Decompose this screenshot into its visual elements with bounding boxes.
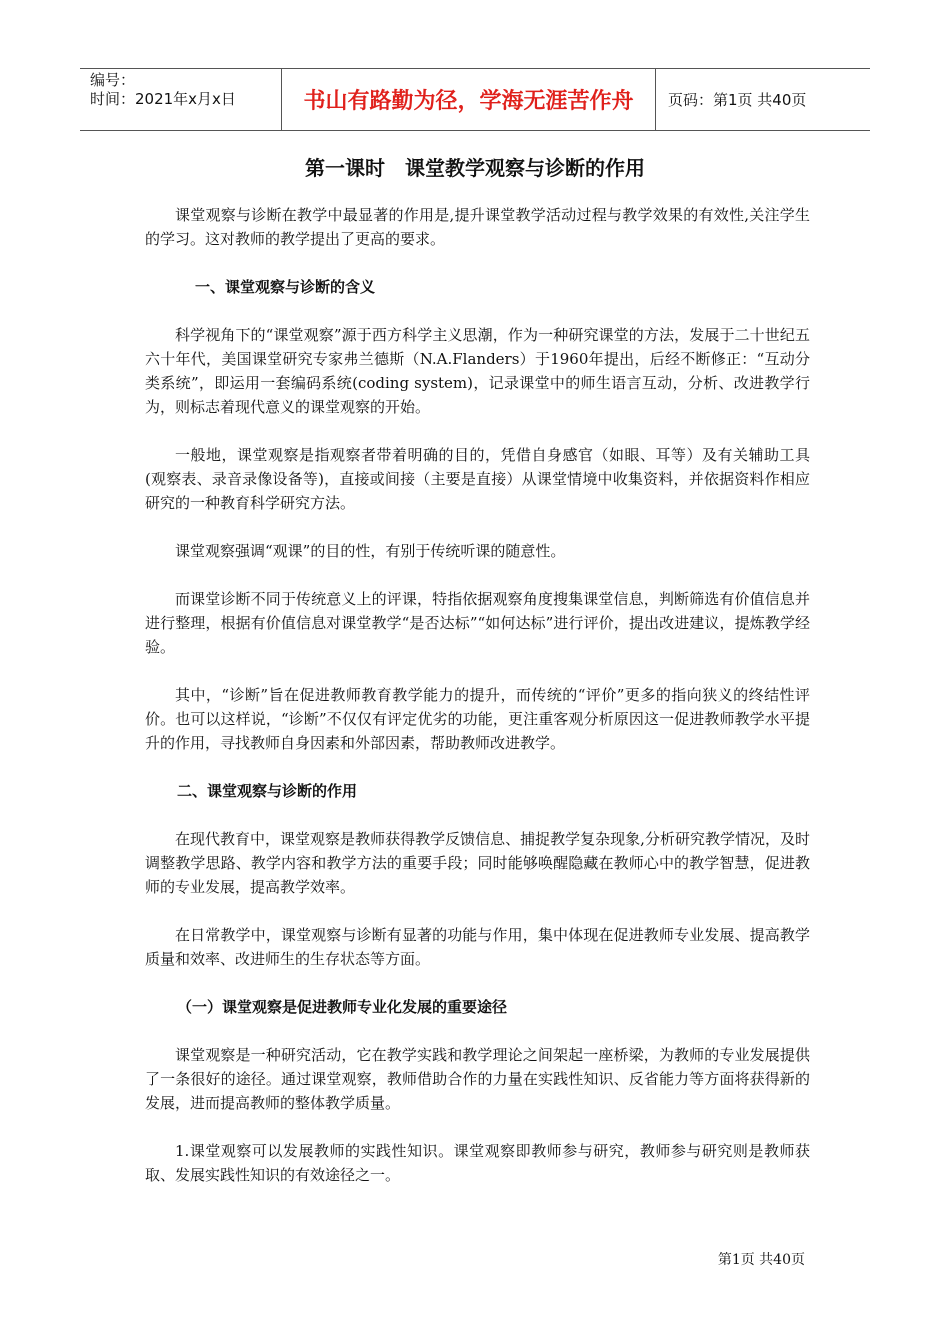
header-meta <box>80 69 282 130</box>
subsection1-heading: （一）课堂观察是促进教师专业化发展的重要途径 <box>177 998 508 1016</box>
section2-heading: 二、课堂观察与诊断的作用 <box>177 782 358 800</box>
section1-paragraph-5: 其中，“诊断”旨在促进教师教育教学能力的提升，而传统的“评价”更多的指向狭义的终结性评价。也可以这样说，“诊断”不仅仅有评定优劣的功能，更注重客观分析原因这一促进教师教学水平提升的作用，寻找教师自身因素和外部因素，帮助教师改进教学。 <box>145 686 810 752</box>
header-page-info: 页码：第1页 共40页 <box>668 91 807 109</box>
section2-paragraph-2: 在日常教学中，课堂观察与诊断有显著的功能与作用，集中体现在促进教师专业发展、提高教学质量和效率、改进师生的生存状态等方面。 <box>145 926 810 968</box>
section1-heading: 一、课堂观察与诊断的含义 <box>195 278 376 296</box>
number-label: 编号： <box>90 71 136 89</box>
page-footer: 第1页 共40页 <box>717 1252 805 1268</box>
header-motto: 书山有路勤为径，学海无涯苦作舟 <box>282 69 656 130</box>
section1-paragraph-2: 一般地，课堂观察是指观察者带着明确的目的，凭借自身感官（如眼、耳等）及有关辅助工具(观察表、录音录像设备等)，直接或间接（主要是直接）从课堂情境中收集资料，并依据资料作相应研究的一种教育科学研究方法。 <box>145 446 810 512</box>
section2-paragraph-1: 在现代教育中，课堂观察是教师获得教学反馈信息、捕捉教学复杂现象,分析研究教学情况，及时调整教学思路、教学内容和教学方法的重要手段；同时能够唤醒隐藏在教师心中的教学智慧，促进教师的专业发展，提高教学效率。 <box>145 830 810 896</box>
subsection1-paragraph-1: 课堂观察是一种研究活动，它在教学实践和教学理论之间架起一座桥梁，为教师的专业发展提供了一条很好的途径。通过课堂观察，教师借助合作的力量在实践性知识、反省能力等方面将获得新的发展，进而提高教师的整体教学质量。 <box>145 1046 810 1112</box>
document-title: 第一课时 课堂教学观察与诊断的作用 <box>305 156 645 180</box>
page-header <box>80 68 870 131</box>
subsection1-paragraph-2: 1.课堂观察可以发展教师的实践性知识。课堂观察即教师参与研究，教师参与研究则是教师获取、发展实践性知识的有效途径之一。 <box>145 1142 810 1184</box>
section1-paragraph-1: 科学视角下的“课堂观察”源于西方科学主义思潮，作为一种研究课堂的方法，发展于二十世纪五六十年代，美国课堂研究专家弗兰德斯（N.A.Flanders）于1960年提出，后经不断修正：“互动分类系统”，即运用一套编码系统(coding system)，记录课堂中的师生语言互动，分析、改进教学行为，则标志着现代意义的课堂观察的开始。 <box>145 326 810 416</box>
section1-paragraph-4: 而课堂诊断不同于传统意义上的评课，特指依据观察角度搜集课堂信息，判断筛选有价值信息并进行整理，根据有价值信息对课堂教学“是否达标”“如何达标”进行评价，提出改进建议，提炼教学经验。 <box>145 590 810 656</box>
time-label: 时间：2021年x月x日 <box>90 90 236 108</box>
document-body <box>145 203 810 1211</box>
section1-paragraph-3: 课堂观察强调“观课”的目的性，有别于传统听课的随意性。 <box>175 542 566 560</box>
intro-paragraph: 课堂观察与诊断在教学中最显著的作用是,提升课堂教学活动过程与教学效果的有效性,关注学生的学习。这对教师的教学提出了更高的要求。 <box>145 206 810 248</box>
